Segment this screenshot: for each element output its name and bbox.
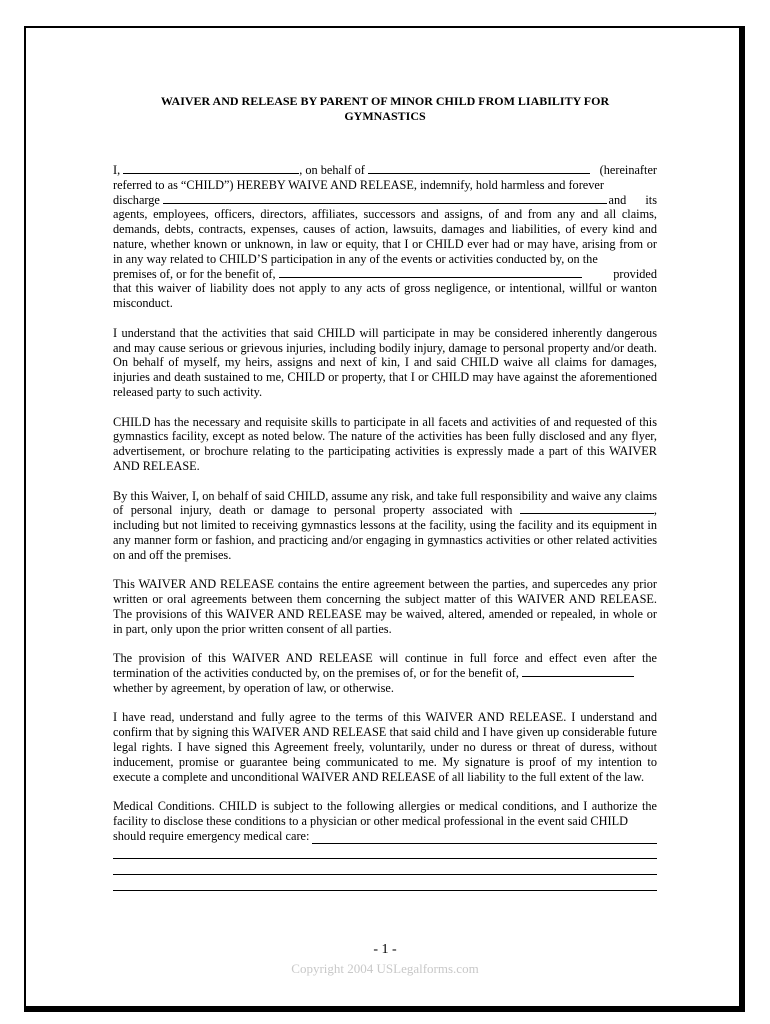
title-line-1: WAIVER AND RELEASE BY PARENT OF MINOR CHILD FROM LIABILITY FOR	[160, 94, 610, 108]
medical-emergency-label: should require emergency medical care:	[113, 828, 310, 843]
risk-text-rest: including but not limited to receiving gymnastics lessons at the facility, using the facility and its equipment in any manner form or fashion, and practicing and/or engaging in gymnastics activities or other related activities on and off the premises.	[113, 518, 657, 562]
paragraph-acknowledgement: I have read, understand and fully agree to the terms of this WAIVER AND RELEASE. I understand and confirm that by signing this WAIVER AND RELEASE that said child and I have given up considerable future legal rights. I have signed this Agreement freely, voluntarily, under no duress or threat of duress, without inducement, promise or guarantee being communicated to me. My signature is proof of my intention to execute a complete and unconditional WAIVER AND RELEASE of all liability to the full extent of the law.	[113, 710, 657, 784]
paragraph-entire-agreement: This WAIVER AND RELEASE contains the entire agreement between the parties, and supercedes any prior written or oral agreements between them concerning the subject matter of this WAIVER AND RELEASE. The provisions of this WAIVER AND RELEASE may be waived, altered, amended or repealed, in whole or in part, only upon the prior written consent of all parties.	[113, 577, 657, 636]
medical-first-line	[113, 829, 657, 844]
survival-text-end: whether by agreement, by operation of law, or otherwise.	[113, 680, 394, 695]
paragraph-release-clause	[113, 163, 657, 311]
text-and-its: and its	[608, 192, 657, 207]
document-body	[113, 94, 657, 891]
release-line-3	[113, 193, 657, 208]
text-hereinafter: (hereinafter	[599, 163, 657, 177]
text-provided: provided	[613, 266, 657, 281]
text-premises: premises of, or for the benefit of,	[113, 266, 276, 281]
text-i: I,	[113, 163, 121, 177]
risk-comma: ,	[653, 503, 657, 518]
release-line-1	[113, 163, 657, 178]
paragraph-medical-conditions	[113, 799, 657, 891]
release-body-text: agents, employees, officers, directors, affiliates, successors and assigns, of and from any and all claims, demands, debts, contracts, expenses, causes of action, lawsuits, damages and liabilities, of every kind and nature, whether known or unknown, in law or equity, that I or CHILD ever had or may have, arising from or in any way related to CHILD’S participation in any of the events or activities conducted by, on the	[113, 207, 657, 266]
facility-blank[interactable]	[279, 267, 582, 278]
copyright-notice: Copyright 2004 USLegalforms.com	[291, 961, 479, 976]
text-referred: referred to as “CHILD”) HEREBY WAIVE AND RELEASE, indemnify, hold harmless and forever	[113, 177, 604, 192]
title-line-2: GYMNASTICS	[344, 108, 426, 123]
paragraph-risk-understanding: I understand that the activities that said CHILD will participate in may be considered inherently dangerous and may cause serious or grievous injuries, including bodily injury, damage to personal property and/or death. On behalf of myself, my heirs, assigns and next of kin, I and said CHILD waive all claims for damages, injuries and death sustained to me, CHILD or property, that I or CHILD may have against the aforementioned released party to such activity.	[113, 325, 657, 399]
release-premises-line	[113, 267, 657, 282]
text-on-behalf: , on behalf of	[299, 163, 365, 177]
medical-conditions-blank-2[interactable]	[113, 844, 657, 860]
page-number: - 1 -	[373, 942, 397, 957]
paragraph-skills: CHILD has the necessary and requisite skills to participate in all facets and activities of and requested of this gymnastics facility, except as noted below. The nature of the activities has been fully disclosed and any flyer, advertisement, or brochure relating to the participating activities is expressly made a part of this WAIVER AND RELEASE.	[113, 414, 657, 473]
medical-conditions-blank-4[interactable]	[113, 875, 657, 891]
text-discharge: discharge	[113, 192, 160, 207]
released-party-blank[interactable]	[163, 193, 607, 204]
parent-name-blank[interactable]	[123, 163, 299, 174]
survival-text-start: The provision of this WAIVER AND RELEASE will continue in full force and effect even after the termination of the activities conducted by, on the premises of, or for the benefit of,	[113, 651, 657, 681]
medical-conditions-blank-3[interactable]	[113, 859, 657, 875]
release-line-2	[113, 178, 657, 193]
paragraph-assumption-of-risk	[113, 489, 657, 563]
paragraph-survival	[113, 651, 657, 695]
medical-text: Medical Conditions. CHILD is subject to the following allergies or medical conditions, and I authorize the facility to disclose these conditions to a physician or other medical professional in the event said CHILD	[113, 799, 657, 829]
survival-party-blank[interactable]	[522, 666, 634, 677]
medical-conditions-blank-1[interactable]	[312, 832, 657, 844]
release-tail-text: that this waiver of liability does not apply to any acts of gross negligence, or intentional, willful or wanton misconduct.	[113, 281, 657, 311]
risk-text-start: By this Waiver, I, on behalf of said CHILD, assume any risk, and take full responsibility and waive any claims of personal injury, death or damage to personal property associated with	[113, 488, 657, 518]
child-name-blank[interactable]	[368, 163, 590, 174]
associated-with-blank[interactable]	[520, 503, 654, 514]
document-title	[113, 94, 657, 123]
